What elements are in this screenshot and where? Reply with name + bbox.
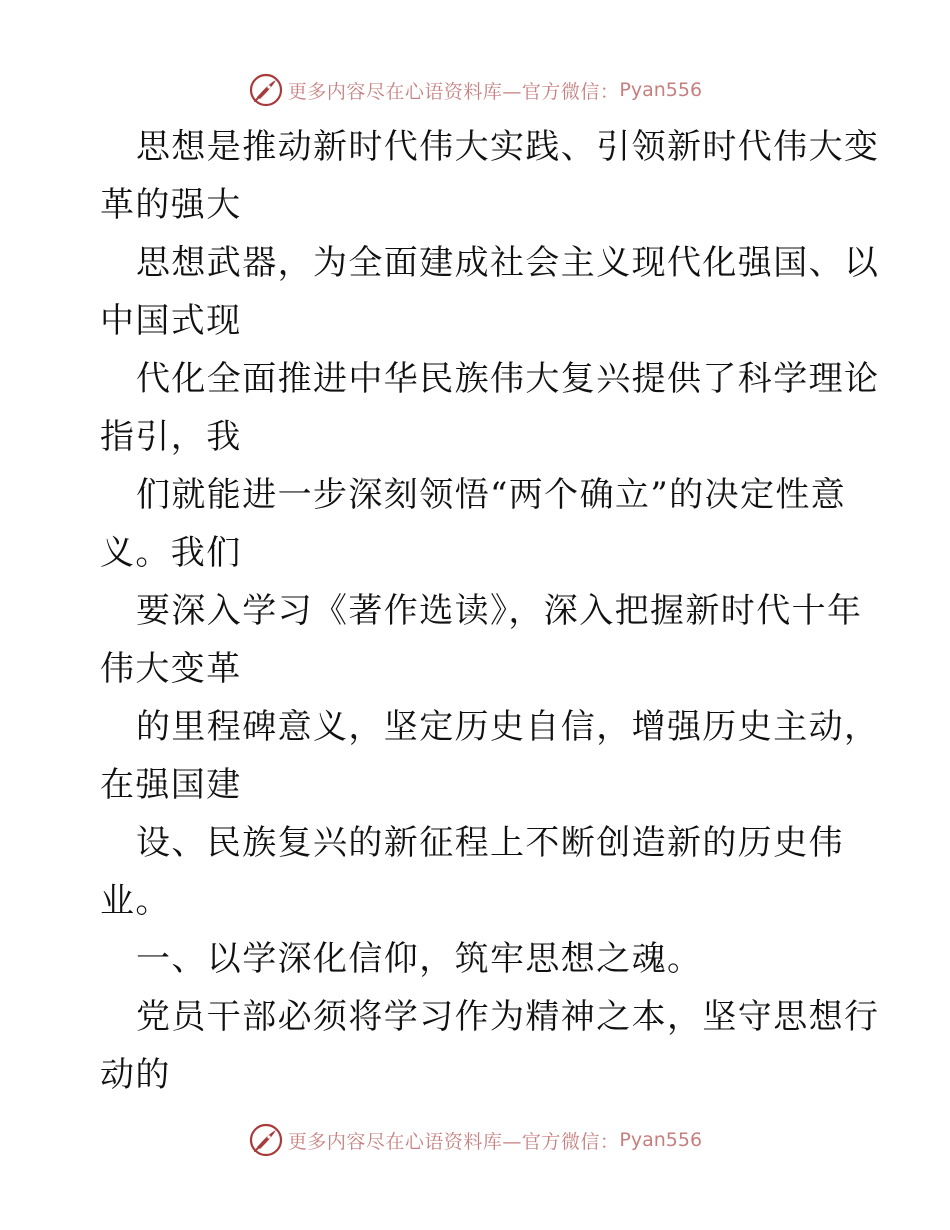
- body-line: 在强国建: [100, 765, 242, 805]
- body-line: 动的: [100, 1055, 171, 1095]
- body-line: 们就能进一步深刻领悟“两个确立”的决定性意: [136, 475, 847, 515]
- body-line: 义。我们: [100, 533, 242, 573]
- body-line: 中国式现: [100, 301, 242, 341]
- body-line: 革的强大: [100, 185, 242, 225]
- header-banner: [0, 70, 950, 110]
- footer-banner-id: Pyan556: [619, 1129, 703, 1151]
- body-line: 代化全面推进中华民族伟大复兴提供了科学理论: [136, 359, 880, 399]
- body-line: 伟大变革: [100, 649, 242, 689]
- section-heading: 一、以学深化信仰，筑牢思想之魂。: [136, 939, 703, 979]
- header-banner-id: Pyan556: [619, 79, 703, 101]
- body-line: 指引，我: [100, 417, 242, 457]
- body-line: 思想是推动新时代伟大实践、引领新时代伟大变: [136, 127, 880, 167]
- body-line: 要深入学习《著作选读》，深入把握新时代十年: [136, 591, 863, 631]
- body-line: 的里程碑意义，坚定历史自信，增强历史主动，: [136, 707, 880, 747]
- pen-logo-icon: [248, 72, 284, 108]
- footer-banner-text: 更多内容尽在心语资料库—官方微信：: [287, 1130, 620, 1153]
- body-line: 党员干部必须将学习作为精神之本，坚守思想行: [136, 997, 880, 1037]
- header-banner-text: 更多内容尽在心语资料库—官方微信：: [287, 80, 620, 103]
- document-body: [100, 118, 880, 1104]
- body-line: 思想武器，为全面建成社会主义现代化强国、以: [136, 243, 880, 283]
- body-line: 设、民族复兴的新征程上不断创造新的历史伟: [136, 823, 844, 863]
- pen-logo-icon: [248, 1122, 284, 1158]
- body-line: 业。: [100, 881, 171, 921]
- footer-banner: [0, 1120, 950, 1160]
